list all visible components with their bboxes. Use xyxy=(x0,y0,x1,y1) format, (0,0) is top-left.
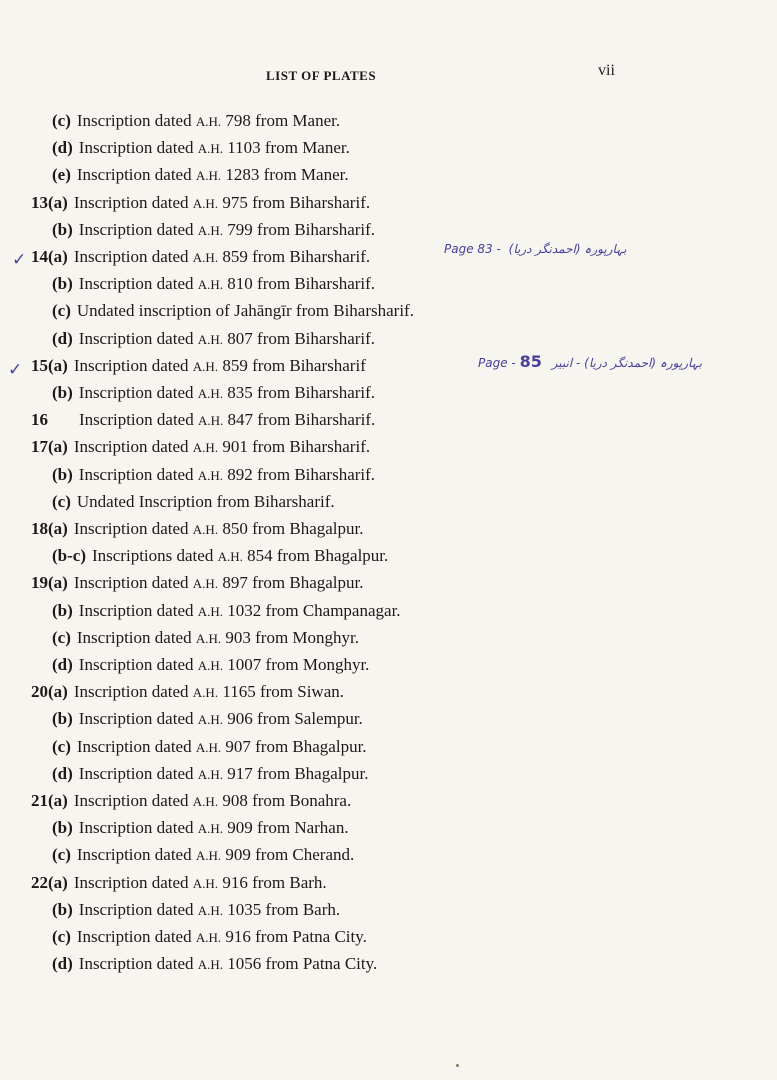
plate-description: Inscription dated xyxy=(78,600,198,620)
plate-description: Inscription dated xyxy=(78,464,198,484)
note-text: Page - xyxy=(478,356,520,370)
plate-label: (c) xyxy=(52,736,71,756)
plate-entry xyxy=(52,817,349,839)
plate-date-location: 1032 from Champanagar. xyxy=(223,600,401,620)
plate-entry xyxy=(31,355,366,377)
plate-date-location: 908 from Bonahra. xyxy=(218,791,352,810)
plate-label: (c) xyxy=(52,845,71,865)
era-abbreviation: A.H. xyxy=(197,413,224,429)
era-abbreviation: A.H. xyxy=(197,658,224,673)
plate-description: Inscription dated xyxy=(73,192,193,212)
plate-date-location: 975 from Biharsharif. xyxy=(218,192,371,212)
plate-label: 20(a) xyxy=(31,682,68,702)
plate-date-location: 835 from Biharsharif. xyxy=(223,383,376,402)
page-title: LIST OF PLATES xyxy=(266,68,377,83)
era-abbreviation: A.H. xyxy=(192,685,219,701)
plate-date-location: 1035 from Barh. xyxy=(223,899,341,919)
plate-date-location: 1103 from Maner. xyxy=(223,138,350,158)
plate-description: Inscription dated xyxy=(78,138,198,158)
plate-date-location: 850 from Bhagalpur. xyxy=(218,519,364,538)
plate-label: (b) xyxy=(52,899,73,919)
plate-label: 15(a) xyxy=(31,355,68,375)
plate-date-location: 810 from Biharsharif. xyxy=(223,274,376,294)
plate-label: 14(a) xyxy=(31,247,68,266)
checkmark-icon: ✓ xyxy=(12,250,27,270)
plate-entry xyxy=(31,192,370,214)
plate-entry xyxy=(31,572,364,594)
era-abbreviation: A.H. xyxy=(195,630,222,646)
era-abbreviation: A.H. xyxy=(217,549,243,565)
note-urdu-text: بہارپورہ (احمدنگر دریا) - انبیر xyxy=(551,356,703,370)
plate-description: Inscription dated xyxy=(73,573,193,593)
plate-date-location: 907 from Bhagalpur. xyxy=(221,736,367,756)
era-abbreviation: A.H. xyxy=(197,386,224,401)
era-abbreviation: A.H. xyxy=(197,222,224,238)
plate-entry xyxy=(52,736,367,758)
plate-label: (c) xyxy=(52,627,71,647)
plate-date-location: 909 from Cherand. xyxy=(221,845,355,865)
plate-entry xyxy=(31,436,370,458)
plate-label: (b-c) xyxy=(52,546,86,566)
plate-description: Undated Inscription from Biharsharif. xyxy=(76,491,335,511)
plate-description: Inscription dated xyxy=(78,328,198,348)
handwritten-note-page-85 xyxy=(478,352,702,371)
plate-description: Inscription dated xyxy=(73,872,193,892)
plate-description: Inscription dated xyxy=(78,763,198,783)
plate-label: 13(a) xyxy=(31,192,68,212)
plate-entry xyxy=(52,273,375,295)
plate-entry xyxy=(52,464,375,486)
era-abbreviation: A.H. xyxy=(195,168,222,184)
plate-description: Inscription dated xyxy=(79,410,198,430)
plate-description: Inscription dated xyxy=(73,682,193,702)
plate-description: Inscription dated xyxy=(73,355,193,375)
plate-description: Inscription dated xyxy=(78,274,198,294)
plate-label: (b) xyxy=(52,600,73,620)
plate-label: 19(a) xyxy=(31,573,68,593)
plate-date-location: 903 from Monghyr. xyxy=(221,627,360,647)
plate-label: (b) xyxy=(52,274,73,294)
era-abbreviation: A.H. xyxy=(197,821,224,837)
plate-label: (b) xyxy=(52,464,73,484)
plate-entry xyxy=(52,110,340,132)
plate-description: Inscription dated xyxy=(78,655,198,674)
plate-entry xyxy=(52,545,388,567)
plate-entry xyxy=(52,654,369,676)
plate-date-location: 897 from Bhagalpur. xyxy=(218,573,364,593)
plate-date-location: 798 from Maner. xyxy=(221,111,341,130)
plate-description: Inscription dated xyxy=(76,111,196,130)
checkmark-icon: ✓ xyxy=(8,360,23,380)
era-abbreviation: A.H. xyxy=(192,440,219,456)
plate-label: (b) xyxy=(52,219,73,239)
era-abbreviation: A.H. xyxy=(192,522,219,537)
plate-entry xyxy=(52,708,363,730)
note-urdu-text: بہارپورہ (احمدنگر دریا) xyxy=(508,242,627,256)
plate-description: Inscription dated xyxy=(78,383,198,402)
plate-date-location: 1283 from Maner. xyxy=(221,165,349,185)
plate-description: Inscription dated xyxy=(78,818,198,838)
plate-date-location: 859 from Biharsharif xyxy=(218,355,366,375)
era-abbreviation: A.H. xyxy=(197,141,224,157)
plate-entry xyxy=(52,926,367,948)
plate-date-location: 799 from Biharsharif. xyxy=(223,219,376,239)
plate-description: Inscription dated xyxy=(76,627,196,647)
era-abbreviation: A.H. xyxy=(197,902,224,918)
plate-date-location: 1056 from Patna City. xyxy=(223,954,378,974)
era-abbreviation: A.H. xyxy=(195,930,222,945)
era-abbreviation: A.H. xyxy=(192,358,219,374)
plate-label: 17(a) xyxy=(31,437,68,457)
era-abbreviation: A.H. xyxy=(197,712,224,728)
era-abbreviation: A.H. xyxy=(197,603,224,619)
plate-date-location: 909 from Narhan. xyxy=(223,818,349,838)
note-number: 85 xyxy=(519,352,542,371)
plate-date-location: 916 from Barh. xyxy=(218,872,327,892)
era-abbreviation: A.H. xyxy=(192,875,219,891)
era-abbreviation: A.H. xyxy=(197,277,224,293)
plate-description: Undated inscription of Jahāngīr from Biharsharif. xyxy=(76,301,414,321)
plate-label: (b) xyxy=(52,383,73,402)
era-abbreviation: A.H. xyxy=(197,766,224,782)
plate-description: Inscription dated xyxy=(76,165,196,185)
plate-entry xyxy=(52,328,375,350)
page-number: vii xyxy=(598,62,615,79)
plate-date-location: 916 from Patna City. xyxy=(221,927,367,946)
plate-entry xyxy=(52,300,414,322)
plate-entry xyxy=(52,164,349,186)
plate-label: (b) xyxy=(52,818,73,838)
plate-entry xyxy=(52,899,340,921)
plate-entry xyxy=(31,872,327,894)
plate-description: Inscription dated xyxy=(73,437,193,457)
plate-entry xyxy=(31,790,351,812)
plate-label: 18(a) xyxy=(31,519,68,538)
plate-description: Inscription dated xyxy=(78,954,198,974)
paper-speck xyxy=(456,1064,459,1067)
plate-description: Inscription dated xyxy=(73,247,193,266)
note-text: Page 83 - xyxy=(444,242,505,256)
plate-entry xyxy=(52,627,359,649)
plate-entry xyxy=(52,491,335,513)
era-abbreviation: A.H. xyxy=(192,250,219,265)
plate-description: Inscription dated xyxy=(76,736,196,756)
plate-entry xyxy=(52,763,368,785)
plate-label: (d) xyxy=(52,763,73,783)
plate-description: Inscription dated xyxy=(73,519,193,538)
plate-entry xyxy=(31,409,375,431)
plate-label: (c) xyxy=(52,111,71,130)
plate-date-location: 901 from Biharsharif. xyxy=(218,437,371,457)
plate-label: (d) xyxy=(52,328,73,348)
plate-entry xyxy=(52,844,354,866)
plate-description: Inscription dated xyxy=(73,791,193,810)
plate-label: 21(a) xyxy=(31,791,68,810)
plate-entry xyxy=(52,953,377,975)
era-abbreviation: A.H. xyxy=(197,467,224,483)
plate-description: Inscription dated xyxy=(78,899,198,919)
era-abbreviation: A.H. xyxy=(197,957,224,973)
plate-entry xyxy=(52,600,401,622)
plate-entry xyxy=(31,518,364,540)
plate-label: (e) xyxy=(52,165,71,185)
plate-label: (c) xyxy=(52,927,71,946)
plate-date-location: 807 from Biharsharif. xyxy=(223,328,376,348)
plate-date-location: 917 from Bhagalpur. xyxy=(223,763,369,783)
plate-entry xyxy=(31,681,344,703)
era-abbreviation: A.H. xyxy=(192,794,219,809)
plate-label: 22(a) xyxy=(31,872,68,892)
plate-date-location: 1007 from Monghyr. xyxy=(223,655,370,674)
handwritten-note-page-83 xyxy=(444,238,627,257)
plate-entry xyxy=(31,246,370,268)
plate-date-location: 906 from Salempur. xyxy=(223,709,363,729)
plate-label: (c) xyxy=(52,491,71,511)
era-abbreviation: A.H. xyxy=(195,848,222,864)
era-abbreviation: A.H. xyxy=(195,114,222,129)
era-abbreviation: A.H. xyxy=(192,576,219,592)
era-abbreviation: A.H. xyxy=(192,195,219,211)
plate-description: Inscription dated xyxy=(78,709,198,729)
plate-date-location: 847 from Biharsharif. xyxy=(223,410,376,430)
plate-date-location: 892 from Biharsharif. xyxy=(223,464,376,484)
plate-date-location: 1165 from Siwan. xyxy=(218,682,344,702)
plate-description: Inscription dated xyxy=(78,219,198,239)
plate-description: Inscriptions dated xyxy=(91,546,218,566)
plate-entry xyxy=(52,382,375,404)
plate-entry xyxy=(52,219,375,241)
plate-label: (d) xyxy=(52,954,73,974)
plate-label: (b) xyxy=(52,709,73,729)
era-abbreviation: A.H. xyxy=(197,331,224,347)
plate-entry xyxy=(52,137,350,159)
plate-description: Inscription dated xyxy=(76,927,196,946)
plate-label: (c) xyxy=(52,301,71,321)
era-abbreviation: A.H. xyxy=(195,739,222,755)
plate-date-location: 859 from Biharsharif. xyxy=(218,247,371,266)
plate-label: (d) xyxy=(52,655,73,674)
plate-label: 16 xyxy=(31,410,48,430)
plate-date-location: 854 from Bhagalpur. xyxy=(242,546,389,566)
plate-label: (d) xyxy=(52,138,73,158)
plate-description: Inscription dated xyxy=(76,845,196,865)
